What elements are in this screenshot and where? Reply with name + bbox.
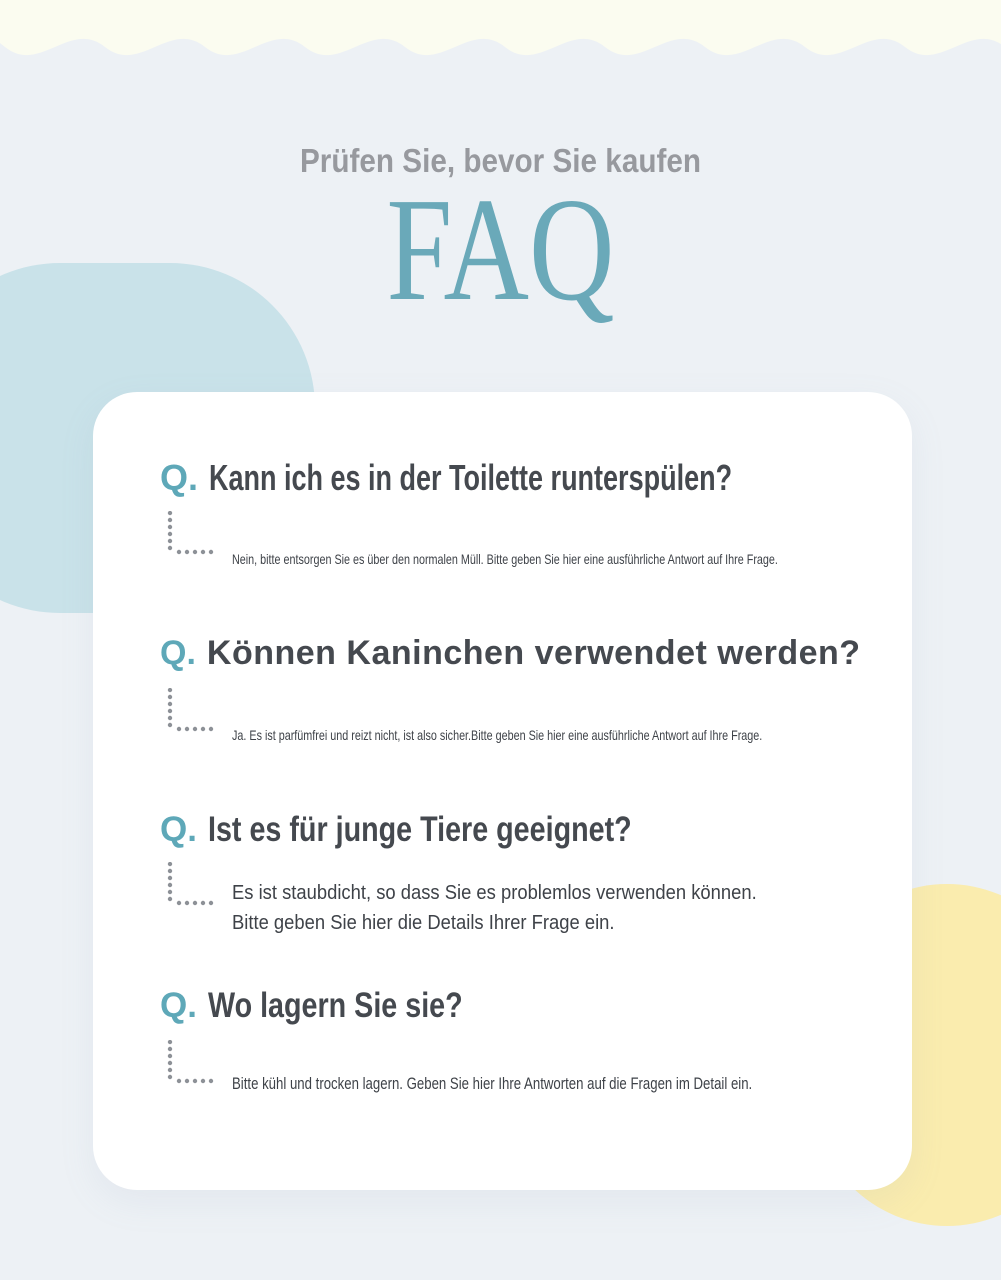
top-wave-decoration [0,0,1001,60]
faq-item [0,809,1001,979]
answer-text [232,878,757,938]
q-mark: Q. [160,810,197,849]
dotted-arrow-icon [167,1040,219,1086]
question-text: Ist es für junge Tiere geeignet? [207,810,632,849]
faq-item [0,456,1001,626]
page-title: FAQ [386,168,615,332]
question-text: Kann ich es in der Toilette runterspülen? [209,457,733,498]
dotted-arrow-icon [167,862,219,908]
question-text: Wo lagern Sie sie? [207,986,463,1025]
answer-line: Es ist staubdicht, so dass Sie es problemlos verwenden können. [232,882,757,904]
faq-item [0,985,1001,1155]
question-row [160,809,1001,851]
answer-text: Ja. Es ist parfümfrei und reizt nicht, ist also sicher.Bitte geben Sie hier eine ausführliche Antwort auf Ihre Frage. [232,727,763,743]
answer-text: Nein, bitte entsorgen Sie es über den normalen Müll. Bitte geben Sie hier eine ausführliche Antwort auf Ihre Frage. [232,551,778,567]
question-row [160,456,1001,499]
answer-line: Bitte geben Sie hier die Details Ihrer Frage ein. [232,912,615,934]
question-row [160,633,1001,674]
faq-item [0,633,1001,803]
dotted-arrow-icon [167,511,219,557]
q-mark: Q. [160,986,197,1025]
q-mark: Q. [160,457,199,498]
dotted-arrow-icon [167,688,219,734]
eyebrow-text: Prüfen Sie, bevor Sie kaufen [299,142,702,179]
answer-text: Bitte kühl und trocken lagern. Geben Sie hier Ihre Antworten auf die Fragen im Detail ein. [232,1075,753,1093]
question-text: Können Kaninchen verwendet werden? [206,634,861,672]
question-row [160,985,1001,1027]
q-mark: Q. [160,634,196,672]
